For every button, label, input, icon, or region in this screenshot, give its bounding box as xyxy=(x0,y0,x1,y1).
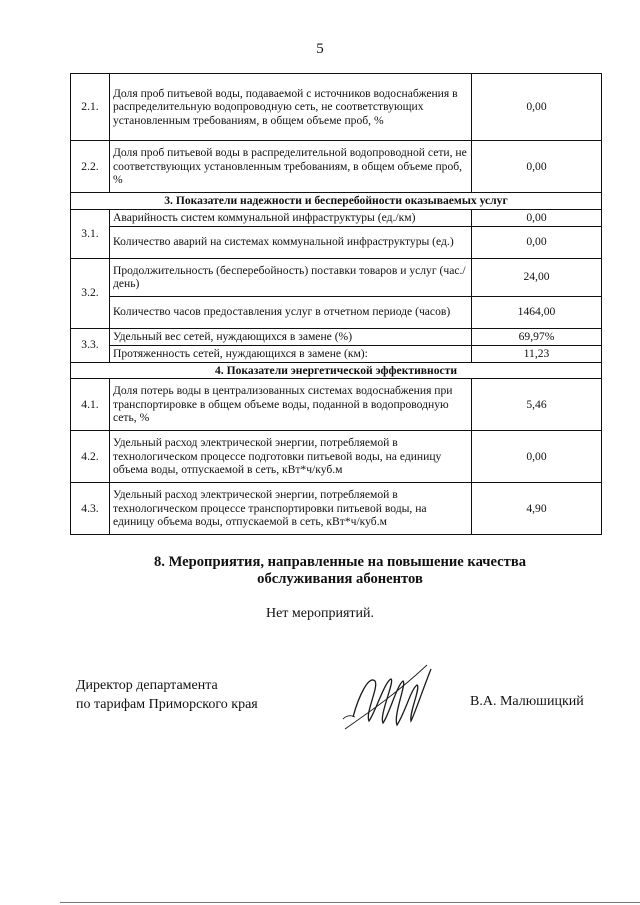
indicator-value: 0,00 xyxy=(472,141,602,193)
indicator-label: Доля проб питьевой воды, подаваемой с источников водоснабжения в распределительную водопроводную сеть, не соответствующих установленным требованиям, в общем объеме проб, % xyxy=(110,74,472,141)
indicator-label: Количество аварий на системах коммунальной инфраструктуры (ед.) xyxy=(110,226,472,258)
page-number: 5 xyxy=(316,41,324,57)
table-row xyxy=(71,379,602,431)
row-number: 3.3. xyxy=(71,328,110,362)
row-number: 3.1. xyxy=(71,209,110,258)
indicator-label: Продолжительность (бесперебойность) поставки товаров и услуг (час./день) xyxy=(110,258,472,296)
handwritten-signature xyxy=(335,655,435,735)
section-8-heading: 8. Мероприятия, направленные на повышение качества обслуживания абонентов xyxy=(153,554,526,587)
row-number: 4.2. xyxy=(71,431,110,483)
indicator-value: 24,00 xyxy=(472,258,602,296)
section-row xyxy=(71,362,602,379)
table-row xyxy=(71,431,602,483)
table-row xyxy=(71,141,602,193)
row-number: 2.1. xyxy=(71,74,110,141)
section-8-text: Нет мероприятий. xyxy=(265,606,375,621)
signer-position xyxy=(76,676,258,714)
section-row xyxy=(71,193,602,210)
table-row xyxy=(71,328,602,345)
indicator-label: Удельный расход электрической энергии, потребляемой в технологическом процессе подготовки питьевой воды, на единицу объема воды, отпускаемой в сеть, кВт*ч/куб.м xyxy=(110,431,472,483)
indicator-value: 4,90 xyxy=(472,483,602,535)
indicator-label: Удельный вес сетей, нуждающихся в замене (%) xyxy=(110,328,472,345)
table-row xyxy=(71,483,602,535)
indicators-table xyxy=(70,73,602,535)
page-edge-line xyxy=(60,902,640,903)
indicator-label: Доля проб питьевой воды в распределительной водопроводной сети, не соответствующих установленным требованиям, в общем объеме проб, % xyxy=(110,141,472,193)
indicator-label: Количество часов предоставления услуг в отчетном периоде (часов) xyxy=(110,296,472,328)
indicator-value: 0,00 xyxy=(472,226,602,258)
row-number: 4.3. xyxy=(71,483,110,535)
indicator-label: Протяженность сетей, нуждающихся в замене (км): xyxy=(110,345,472,362)
row-number: 4.1. xyxy=(71,379,110,431)
indicator-value: 1464,00 xyxy=(472,296,602,328)
indicator-label: Удельный расход электрической энергии, потребляемой в технологическом процессе транспортировки питьевой воды, на единицу объема воды, отпускаемой в сеть, кВт*ч/куб.м xyxy=(110,483,472,535)
indicator-label: Аварийность систем коммунальной инфраструктуры (ед./км) xyxy=(110,209,472,226)
table-row xyxy=(71,258,602,296)
section-heading: 4. Показатели энергетической эффективности xyxy=(71,362,602,379)
signer-position-line: по тарифам Приморского края xyxy=(76,697,258,712)
table-row xyxy=(71,74,602,141)
indicator-value: 0,00 xyxy=(472,209,602,226)
table-row xyxy=(71,209,602,226)
section-heading: 3. Показатели надежности и бесперебойности оказываемых услуг xyxy=(71,193,602,210)
indicator-value: 0,00 xyxy=(472,74,602,141)
table-row xyxy=(71,345,602,362)
signer-name: В.А. Малюшицкий xyxy=(470,694,584,709)
table-row xyxy=(71,296,602,328)
indicator-value: 5,46 xyxy=(472,379,602,431)
signer-position-line: Директор департамента xyxy=(76,678,218,693)
indicator-value: 69,97% xyxy=(472,328,602,345)
indicator-label: Доля потерь воды в централизованных системах водоснабжения при транспортировке в общем объеме воды, поданной в водопроводную сеть, % xyxy=(110,379,472,431)
indicator-value: 0,00 xyxy=(472,431,602,483)
row-number: 3.2. xyxy=(71,258,110,328)
indicator-value: 11,23 xyxy=(472,345,602,362)
row-number: 2.2. xyxy=(71,141,110,193)
table-row xyxy=(71,226,602,258)
